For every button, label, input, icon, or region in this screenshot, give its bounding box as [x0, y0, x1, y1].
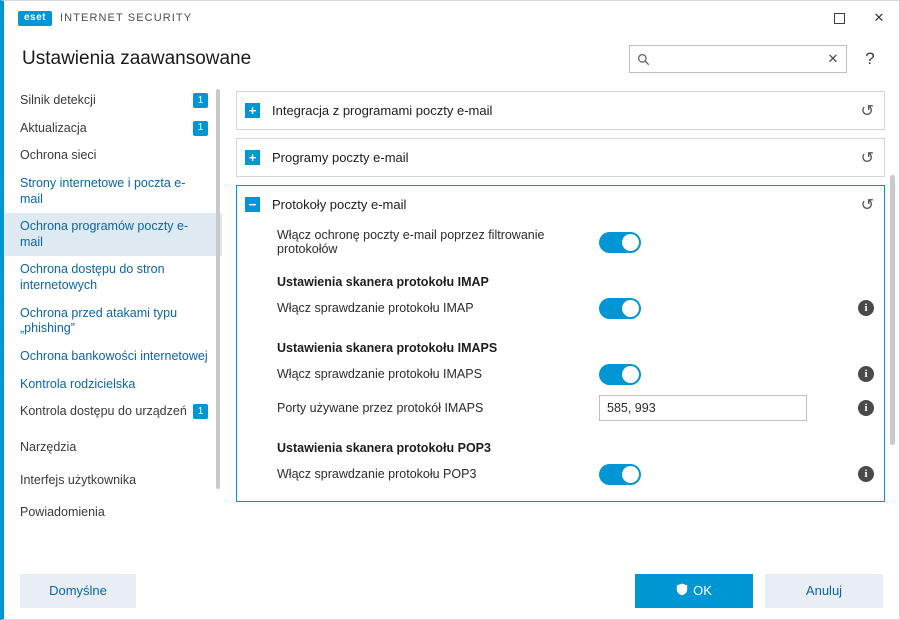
sidebar-item-label: Kontrola rodzicielska	[20, 376, 136, 391]
sidebar-item-update[interactable]	[4, 115, 222, 143]
clear-search-icon[interactable]: ✕	[827, 51, 839, 66]
sidebar-item-label: Powiadomienia	[20, 505, 105, 519]
sidebar-item-antiphishing[interactable]	[4, 300, 222, 343]
setting-label: Porty używane przez protokół IMAPS	[277, 401, 484, 415]
panel-header[interactable]	[237, 186, 884, 223]
info-icon[interactable]: i	[858, 466, 874, 482]
sidebar-item-label: Kontrola dostępu do urządzeń	[20, 404, 187, 419]
info-icon[interactable]: i	[858, 300, 874, 316]
search-box[interactable]	[629, 45, 847, 73]
panel-body	[237, 223, 884, 501]
sidebar-item-label: Narzędzia	[20, 439, 77, 454]
sidebar-item-label: Aktualizacja	[20, 120, 87, 135]
close-icon[interactable]: ✕	[873, 10, 885, 25]
setting-row-imap-check	[247, 291, 874, 325]
minus-icon[interactable]: −	[245, 197, 260, 212]
ok-label: OK	[693, 583, 712, 598]
setting-row-protocol-filtering	[247, 225, 874, 259]
panel-title: Protokoły poczty e-mail	[272, 197, 407, 212]
sidebar-item-tools[interactable]	[4, 434, 222, 462]
panel-email-protocols	[236, 185, 885, 502]
panel-title: Programy poczty e-mail	[272, 150, 409, 165]
status-badge: 1	[193, 93, 208, 108]
sidebar	[4, 83, 222, 561]
revert-icon[interactable]: ↺	[860, 196, 874, 214]
search-input[interactable]	[656, 47, 820, 71]
content-scrollbar[interactable]	[890, 175, 895, 445]
sidebar-item-label: Ochrona dostępu do stron internetowych	[20, 262, 165, 292]
sidebar-item-web-and-email[interactable]	[4, 170, 222, 213]
group-title-imap: Ustawienia skanera protokołu IMAP	[277, 275, 489, 289]
sidebar-item-label: Strony internetowe i poczta e-mail	[20, 175, 186, 206]
eset-logo: eset	[18, 11, 52, 26]
sidebar-item-label: Ochrona programów poczty e-mail	[20, 219, 189, 249]
sidebar-item-label: Ochrona bankowości internetowej	[20, 348, 208, 363]
cancel-button[interactable]: Anuluj	[765, 574, 883, 608]
footer	[4, 561, 899, 619]
info-icon[interactable]: i	[858, 366, 874, 382]
sidebar-item-device-control[interactable]	[4, 398, 222, 426]
settings-content	[222, 83, 899, 561]
toggle-imap-check[interactable]	[599, 298, 641, 319]
revert-icon[interactable]: ↺	[860, 149, 874, 167]
sidebar-item-notifications[interactable]	[4, 499, 222, 527]
defaults-button[interactable]: Domyślne	[20, 574, 136, 608]
maximize-icon[interactable]	[819, 1, 859, 35]
sidebar-item-user-interface[interactable]	[4, 467, 222, 495]
setting-row-pop3-check	[247, 457, 874, 491]
status-badge: 1	[193, 404, 208, 419]
shield-icon	[676, 583, 688, 599]
sidebar-item-label: Ochrona przed atakami typu „phishing”	[20, 305, 178, 336]
sidebar-item-parental-control[interactable]	[4, 371, 222, 399]
plus-icon[interactable]: +	[245, 150, 260, 165]
setting-row-imaps-ports	[247, 391, 874, 425]
search-icon	[630, 53, 656, 66]
header	[4, 35, 899, 83]
imaps-ports-input[interactable]	[599, 395, 807, 421]
panel-title: Integracja z programami poczty e-mail	[272, 103, 493, 118]
setting-label: Włącz sprawdzanie protokołu POP3	[277, 467, 477, 481]
sidebar-fade	[4, 543, 222, 561]
sidebar-item-banking-protection[interactable]	[4, 343, 222, 371]
panel-header[interactable]	[237, 139, 884, 176]
group-title-pop3: Ustawienia skanera protokołu POP3	[277, 441, 491, 455]
sidebar-item-label: Silnik detekcji	[20, 93, 96, 107]
revert-icon[interactable]: ↺	[860, 102, 874, 120]
product-name: INTERNET SECURITY	[60, 12, 193, 24]
sidebar-item-label: Ochrona sieci	[20, 148, 97, 163]
toggle-protocol-filtering[interactable]	[599, 232, 641, 253]
toggle-pop3-check[interactable]	[599, 464, 641, 485]
sidebar-item-network-protection[interactable]	[4, 142, 222, 170]
status-badge: 1	[193, 121, 208, 136]
sidebar-scrollbar[interactable]	[216, 89, 220, 489]
sidebar-item-label: Interfejs użytkownika	[20, 473, 137, 488]
setting-label: Włącz ochronę poczty e-mail poprzez filtrowanie protokołów	[277, 228, 545, 256]
ok-button[interactable]	[635, 574, 753, 608]
panel-email-clients	[236, 138, 885, 177]
setting-row-imaps-check	[247, 357, 874, 391]
content-fade	[222, 547, 899, 561]
group-title-imaps: Ustawienia skanera protokołu IMAPS	[277, 341, 498, 355]
toggle-imaps-check[interactable]	[599, 364, 641, 385]
title-bar	[4, 1, 899, 35]
panel-header[interactable]	[237, 92, 884, 129]
setting-label: Włącz sprawdzanie protokołu IMAPS	[277, 367, 482, 381]
panel-email-client-integration	[236, 91, 885, 130]
page-title: Ustawienia zaawansowane	[22, 48, 252, 69]
window-controls	[819, 1, 899, 35]
setting-label: Włącz sprawdzanie protokołu IMAP	[277, 301, 474, 315]
plus-icon[interactable]: +	[245, 103, 260, 118]
sidebar-item-web-access-protection[interactable]	[4, 256, 222, 299]
info-placeholder	[858, 234, 874, 250]
main-body	[4, 83, 899, 561]
sidebar-item-detection-engine[interactable]	[4, 87, 222, 115]
sidebar-item-email-client-protection[interactable]	[4, 213, 222, 256]
help-button[interactable]: ?	[865, 49, 875, 68]
info-icon[interactable]: i	[858, 400, 874, 416]
